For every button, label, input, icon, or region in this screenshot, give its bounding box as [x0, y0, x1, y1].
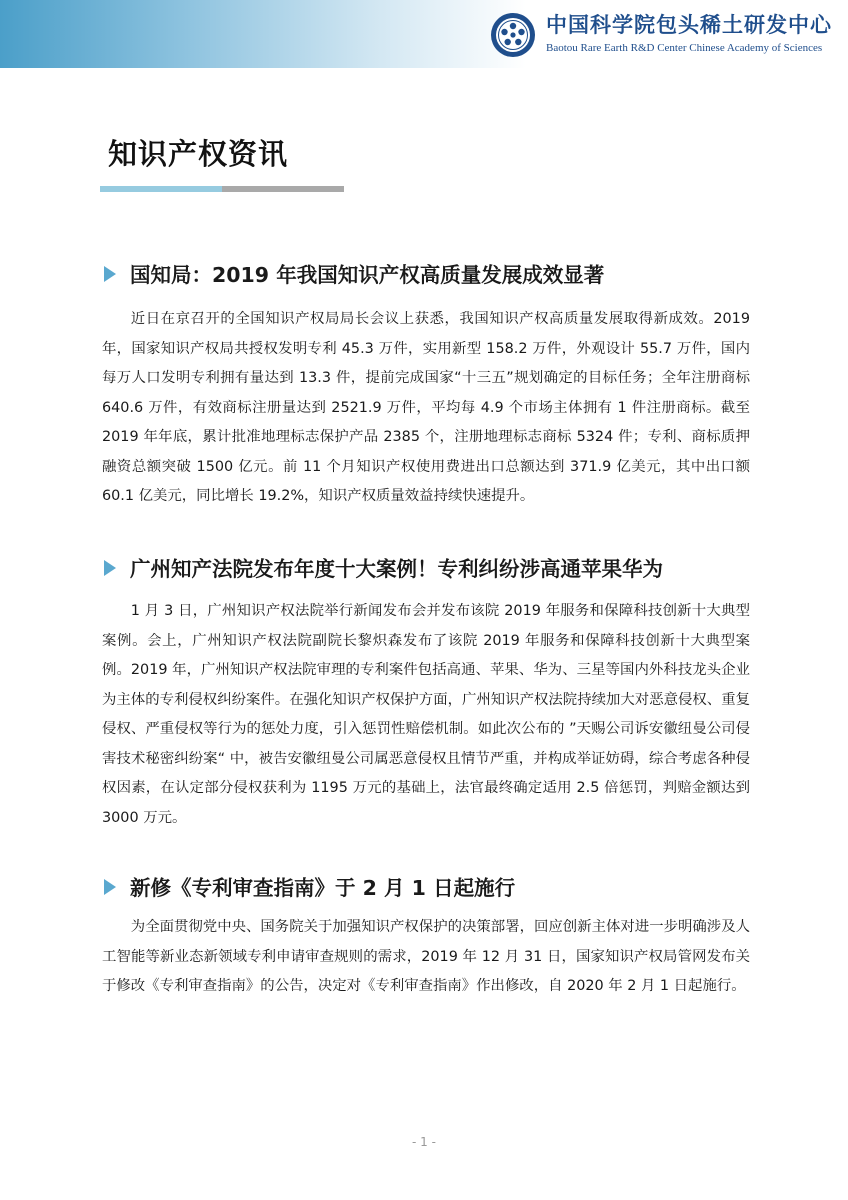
title-underline-gray [222, 186, 344, 192]
triangle-bullet-icon [104, 266, 116, 282]
page-title: 知识产权资讯 [108, 137, 289, 171]
section-heading-text: 新修《专利审查指南》于 2 月 1 日起施行 [130, 876, 516, 900]
section-heading-text: 广州知产法院发布年度十大案例！专利纠纷涉高通苹果华为 [130, 557, 663, 581]
section-heading-1 [104, 257, 604, 293]
section-body-3: 为全面贯彻党中央、国务院关于加强知识产权保护的决策部署，回应创新主体对进一步明确涉及人工智能等新业态新领域专利申请审查规则的需求，2019 年 12 月 31 日，国家知识产权局管网发布关于修改《专利审查指南》的公告，决定对《专利审查指南》作出修改，自 2020 年 2 月 1 日起施行。 [102, 919, 750, 994]
section-heading-3 [104, 870, 515, 906]
cas-seal-icon [490, 12, 536, 58]
title-underline-blue [100, 186, 222, 192]
triangle-bullet-icon [104, 560, 116, 576]
triangle-bullet-icon [104, 879, 116, 895]
org-logo [490, 10, 842, 60]
org-name-cn: 中国科学院包头稀土研发中心 [546, 12, 832, 37]
section-body-2: 1 月 3 日，广州知识产权法院举行新闻发布会并发布该院 2019 年服务和保障科技创新十大典型案例。会上，广州知识产权法院副院长黎炽森发布了该院 2019 年服务和保障科技创新十大典型案例。2019 年，广州知识产权法院审理的专利案件包括高通、苹果、华为、三星等国内外科技龙头企业为主体的专利侵权纠纷案件。在强化知识产权保护方面，广州知识产权法院持续加大对恶意侵权、重复侵权、严重侵权等行为的惩处力度，引入惩罚性赔偿机制。如此次公布的 ”天赐公司诉安徽纽曼公司侵害技术秘密纠纷案“ 中，被告安徽纽曼公司属恶意侵权且情节严重，并构成举证妨碍，综合考虑各种侵权因素，在认定部分侵权获利为 1195 万元的基础上，法官最终确定适用 2.5 倍惩罚，判赔金额达到 3000 万元。 [102, 603, 750, 826]
page-number: - 1 - [412, 1135, 436, 1149]
section-body-1: 近日在京召开的全国知识产权局局长会议上获悉，我国知识产权高质量发展取得新成效。2019 年，国家知识产权局共授权发明专利 45.3 万件，实用新型 158.2 万件，外观设计 55.7 万件，国内每万人口发明专利拥有量达到 13.3 件，提前完成国家“十三五”规划确定的目标任务；全年注册商标 640.6 万件，有效商标注册量达到 2521.9 万件，平均每 4.9 个市场主体拥有 1 件注册商标。截至 2019 年年底，累计批准地理标志保护产品 2385 个，注册地理标志商标 5324 件；专利、商标质押融资总额突破 1500 亿元。前 11 个月知识产权使用费进出口总额达到 371.9 亿美元，其中出口额 60.1 亿美元，同比增长 19.2%，知识产权质量效益持续快速提升。 [102, 311, 750, 504]
section-heading-text: 国知局：2019 年我国知识产权高质量发展成效显著 [130, 263, 605, 287]
section-heading-2 [104, 551, 663, 587]
org-name-en: Baotou Rare Earth R&D Center Chinese Academy of Sciences [546, 42, 823, 54]
